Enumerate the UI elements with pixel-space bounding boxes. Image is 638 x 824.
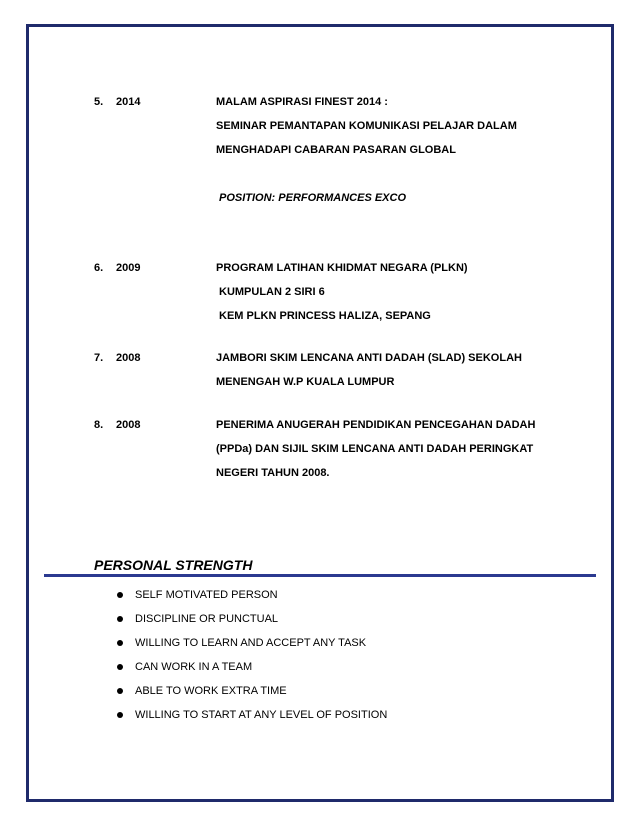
bullet-icon <box>117 592 123 598</box>
list-item-label: SELF MOTIVATED PERSON <box>135 589 278 601</box>
entry-number: 5. <box>94 96 104 108</box>
entry-position: POSITION: PERFORMANCES EXCO <box>219 192 407 204</box>
list-item <box>117 708 387 732</box>
entry-line: SEMINAR PEMANTAPAN KOMUNIKASI PELAJAR DALAM <box>216 120 517 132</box>
bullet-icon <box>117 712 123 718</box>
list-item <box>117 612 387 636</box>
bullet-icon <box>117 664 123 670</box>
strength-list <box>117 588 387 732</box>
entry-number: 8. <box>94 419 104 431</box>
entry-year: 2008 <box>116 419 141 431</box>
list-item <box>117 588 387 612</box>
entry-line: (PPDa) DAN SIJIL SKIM LENCANA ANTI DADAH PERINGKAT <box>216 443 534 455</box>
entry-line: MALAM ASPIRASI FINEST 2014 : <box>216 96 388 108</box>
entry-line: MENGHADAPI CABARAN PASARAN GLOBAL <box>216 144 456 156</box>
entry-year: 2014 <box>116 96 141 108</box>
section-divider <box>44 574 596 577</box>
entry-year: 2008 <box>116 352 141 364</box>
list-item <box>117 636 387 660</box>
entry-line: NEGERI TAHUN 2008. <box>216 467 330 479</box>
entry-line: JAMBORI SKIM LENCANA ANTI DADAH (SLAD) SEKOLAH <box>216 352 522 364</box>
list-item-label: WILLING TO START AT ANY LEVEL OF POSITION <box>135 709 388 721</box>
entry-year: 2009 <box>116 262 141 274</box>
entry-number: 6. <box>94 262 104 274</box>
entry-line: KUMPULAN 2 SIRI 6 <box>219 286 325 298</box>
list-item-label: WILLING TO LEARN AND ACCEPT ANY TASK <box>135 637 367 649</box>
section-title-personal-strength: PERSONAL STRENGTH <box>94 557 253 573</box>
list-item <box>117 660 387 684</box>
bullet-icon <box>117 688 123 694</box>
list-item-label: ABLE TO WORK EXTRA TIME <box>135 685 287 697</box>
entry-line: PROGRAM LATIHAN KHIDMAT NEGARA (PLKN) <box>216 262 468 274</box>
entry-number: 7. <box>94 352 104 364</box>
list-item-label: DISCIPLINE OR PUNCTUAL <box>135 613 279 625</box>
list-item <box>117 684 387 708</box>
list-item-label: CAN WORK IN A TEAM <box>135 661 253 673</box>
entry-line: MENENGAH W.P KUALA LUMPUR <box>216 376 395 388</box>
entry-line: PENERIMA ANUGERAH PENDIDIKAN PENCEGAHAN DADAH <box>216 419 536 431</box>
bullet-icon <box>117 640 123 646</box>
bullet-icon <box>117 616 123 622</box>
entry-line: KEM PLKN PRINCESS HALIZA, SEPANG <box>219 310 431 322</box>
